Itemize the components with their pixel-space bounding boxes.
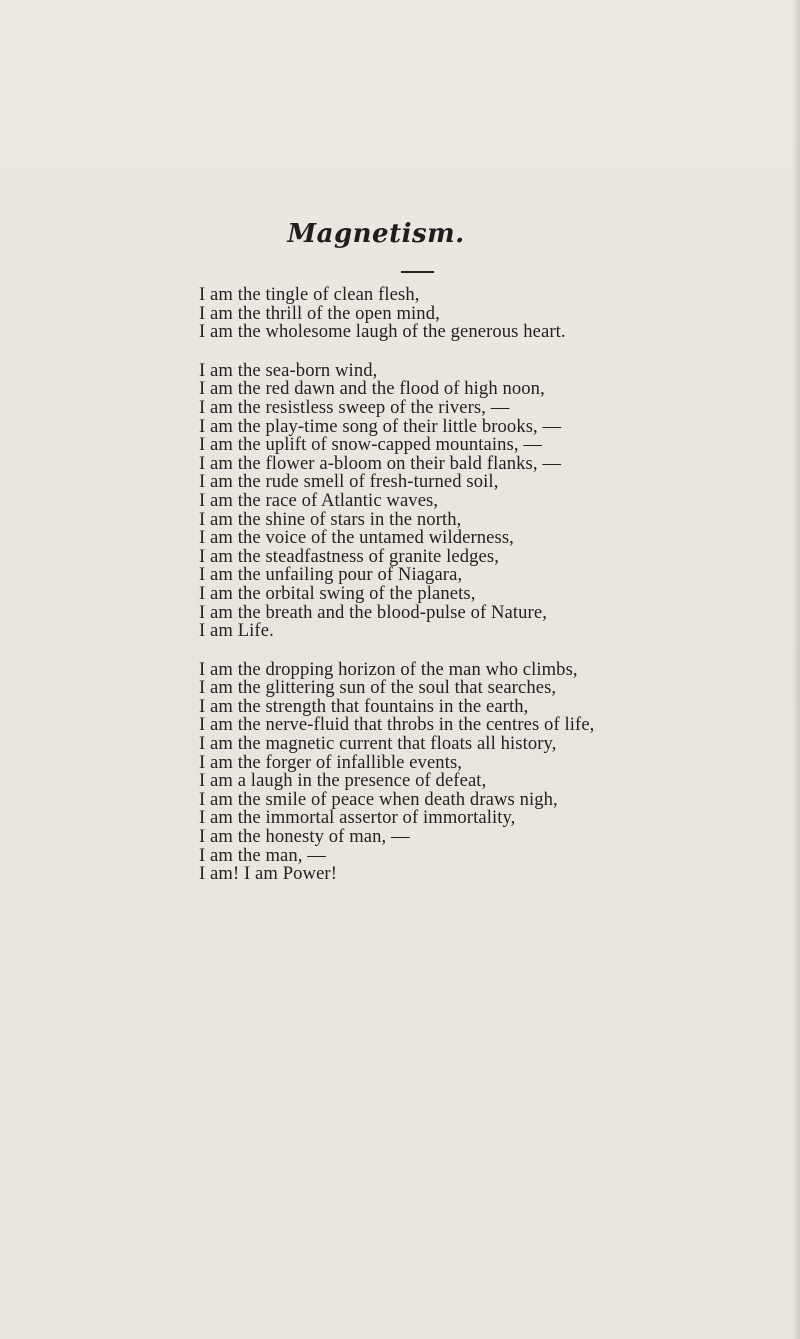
poem-line: I am the strength that fountains in the earth, xyxy=(199,695,529,717)
poem-line: I am the red dawn and the flood of high noon, xyxy=(199,378,545,400)
poem-line: I am the race of Atlantic waves, xyxy=(199,489,439,511)
stanza-2 xyxy=(199,359,789,642)
poem-line: I am the uplift of snow-capped mountains, — xyxy=(199,434,543,456)
poem-line: I am the honesty of man, — xyxy=(199,826,410,848)
poem-line: I am the play-time song of their little brooks, — xyxy=(199,415,562,437)
poem-line: I am the sea-born wind, xyxy=(199,359,378,381)
poem-title: Magnetism. xyxy=(287,219,465,249)
title-rule-divider xyxy=(401,271,434,273)
poem-line: I am the nerve-fluid that throbs in the centres of life, xyxy=(199,714,595,736)
page-edge-shadow xyxy=(792,0,800,1339)
stanza-3 xyxy=(199,658,789,885)
poem-line: I am a laugh in the presence of defeat, xyxy=(199,770,487,792)
poem-line: I am the resistless sweep of the rivers, — xyxy=(199,396,510,418)
poem-line: I am the forger of infallible events, xyxy=(199,751,463,773)
poem-line: I am the man, — xyxy=(199,844,326,866)
poem-line: I am the rude smell of fresh-turned soil, xyxy=(199,471,499,493)
stanza-1 xyxy=(199,286,789,342)
poem-line: I am the magnetic current that floats all history, xyxy=(199,733,557,755)
poem-line: I am the shine of stars in the north, xyxy=(199,508,462,530)
poem-line: I am the breath and the blood-pulse of Nature, xyxy=(199,601,547,623)
poem-line: I am the orbital swing of the planets, xyxy=(199,582,476,604)
poem-line: I am the immortal assertor of immortality, xyxy=(199,807,516,829)
poem-line: I am! I am Power! xyxy=(199,863,338,885)
poem-line: I am the voice of the untamed wilderness, xyxy=(199,527,514,549)
poem-line: I am the glittering sun of the soul that searches, xyxy=(199,677,557,699)
poem-line: I am the thrill of the open mind, xyxy=(199,302,440,324)
poem-line: I am the tingle of clean flesh, xyxy=(199,284,420,305)
poem-line: I am the steadfastness of granite ledges, xyxy=(199,545,499,567)
poem-line: I am the smile of peace when death draws nigh, xyxy=(199,788,558,810)
poem-line: I am Life. xyxy=(199,620,274,642)
poem-line: I am the wholesome laugh of the generous heart. xyxy=(199,321,566,343)
poem-line: I am the unfailing pour of Niagara, xyxy=(199,564,463,586)
poem-line: I am the flower a-bloom on their bald flanks, — xyxy=(199,452,562,474)
poem-body xyxy=(199,286,789,904)
poem-line: I am the dropping horizon of the man who climbs, xyxy=(199,658,578,680)
